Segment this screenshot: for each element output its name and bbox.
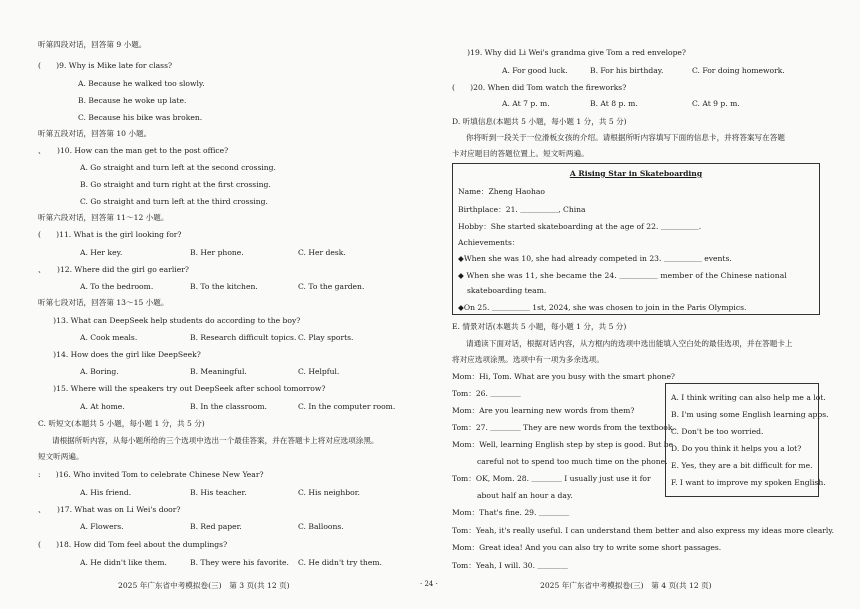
q20-option-a: A. At 7 p. m. [502, 99, 550, 108]
q20-option-c: C. At 9 p. m. [692, 99, 740, 108]
q15-option-b: B. In the classroom. [190, 402, 267, 411]
q19-option-c: C. For doing homework. [692, 66, 785, 75]
q10-option-a: A. Go straight and turn left at the second crossing. [80, 163, 276, 172]
section-intro-5: 听第五段对话，回答第 10 小题。 [38, 129, 152, 138]
q19-option-b: B. For his birthday. [590, 66, 664, 75]
dialog-line: careful not to spend too much time on the phone. [477, 457, 668, 466]
dialog-line: Tom：27. ＿＿＿＿ They are new words from the textbook. [452, 423, 675, 432]
dialog-line: Tom：26. ＿＿＿＿ [452, 389, 521, 398]
q17-option-a: A. Flowers. [80, 522, 124, 531]
question-18-stem: ( )18. How did Tom feel about the dumplings? [38, 540, 228, 549]
dialog-line: Mom：Hi, Tom. What are you busy with the smart phone? [452, 372, 676, 381]
question-11-stem: ( )11. What is the girl looking for? [38, 230, 182, 239]
dialog-line: Tom：Yeah, I will. 30. ＿＿＿＿ [452, 561, 568, 570]
q16-option-a: A. His friend. [80, 488, 132, 497]
q13-option-a: A. Cook meals. [80, 333, 138, 342]
question-13-stem: )13. What can DeepSeek help students do according to the boy? [38, 316, 301, 325]
question-10-stem: 、 )10. How can the man get to the post office? [38, 146, 229, 155]
q17-option-b: B. Red paper. [190, 522, 242, 531]
question-15-stem: )15. Where will the speakers try out DeepSeek after school tomorrow? [38, 384, 326, 393]
q12-option-a: A. To the bedroom. [80, 282, 154, 291]
section-d-instruction-2: 卡对应题目的答题位置上。短文听两遍。 [452, 149, 589, 158]
left-footer: 2025 年广东省中考模拟卷(三) 第 3 页(共 12 页) [118, 581, 290, 590]
section-c-instruction: 请根据所听内容，从每小题所给的三个选项中选出一个最佳答案，并在答题卡上将对应选项涂黑。 [52, 436, 379, 445]
dialog-line: Mom：Great idea! And you can also try to write some short passages. [452, 543, 722, 552]
q9-option-a: A. Because he walked too slowly. [78, 79, 205, 88]
q13-option-c: C. Play sports. [298, 333, 354, 342]
q11-option-a: A. Her key. [80, 248, 123, 257]
q17-option-c: C. Balloons. [298, 522, 344, 531]
dialog-line: Mom：Well, learning English step by step is good. But be [452, 440, 674, 449]
option-f: F. I want to improve my spoken English. [671, 478, 826, 487]
option-c: C. Don't be too worried. [671, 427, 764, 436]
question-9-stem: ( )9. Why is Mike late for class? [38, 61, 173, 70]
section-d-heading: D. 听填信息(本题共 5 小题，每小题 1 分，共 5 分) [452, 117, 627, 126]
section-intro-4: 听第四段对话，回答第 9 小题。 [38, 40, 147, 49]
info-card [452, 163, 820, 315]
q12-option-c: C. To the garden. [298, 282, 365, 291]
section-intro-6: 听第六段对话，回答第 11～12 小题。 [38, 213, 169, 222]
q14-option-b: B. Meaningful. [190, 367, 247, 376]
q18-option-b: B. They were his favorite. [190, 558, 289, 567]
q11-option-c: C. Her desk. [298, 248, 346, 257]
option-a: A. I think writing can also help me a lot. [671, 393, 826, 402]
q9-option-c: C. Because his bike was broken. [78, 113, 203, 122]
section-c-instruction-2: 短文听两遍。 [38, 452, 84, 461]
q19-option-a: A. For good luck. [502, 66, 568, 75]
info-card-achievement-3: ◆On 25. ＿＿＿＿＿ 1st, 2024, she was chosen to join in the Paris Olympics. [458, 303, 747, 312]
section-e-instruction: 请通读下面对话，根据对话内容，从方框内的选项中选出能填入空白处的最佳选项，并在答题卡上 [466, 339, 793, 348]
info-card-name: Name：Zheng Haohao [458, 187, 545, 196]
section-d-instruction: 你将听到一段关于一位滑板女孩的介绍。请根据所听内容填写下面的信息卡，并将答案写在答题 [466, 133, 785, 142]
question-14-stem: )14. How does the girl like DeepSeek? [38, 350, 201, 359]
right-footer: 2025 年广东省中考模拟卷(三) 第 4 页(共 12 页) [540, 581, 712, 590]
info-card-achievements: Achievements： [458, 238, 520, 247]
info-card-achievement-2b: skateboarding team. [467, 286, 547, 295]
info-card-hobby: Hobby：She started skateboarding at the age of 22. ＿＿＿＿＿. [458, 222, 702, 231]
info-card-achievement-1: ◆When she was 10, she had already competed in 23. ＿＿＿＿＿ events. [458, 254, 732, 263]
q10-option-b: B. Go straight and turn right at the first crossing. [80, 180, 271, 189]
q14-option-c: C. Helpful. [298, 367, 340, 376]
q12-option-b: B. To the kitchen. [190, 282, 258, 291]
dialog-line: Mom：That's fine. 29. ＿＿＿＿ [452, 508, 570, 517]
info-card-title: A Rising Star in Skateboarding [569, 169, 703, 178]
dialog-line: Tom：OK, Mom. 28. ＿＿＿＿ I usually just use it for [452, 474, 651, 483]
dialog-line: Mom：Are you learning new words from them? [452, 406, 635, 415]
q15-option-c: C. In the computer room. [298, 402, 396, 411]
question-17-stem: 、 )17. What was on Li Wei's door? [38, 505, 181, 514]
section-c-heading: C. 听短文(本题共 5 小题，每小题 1 分，共 5 分) [38, 419, 205, 428]
options-box [665, 383, 829, 497]
question-12-stem: 、 )12. Where did the girl go earlier? [38, 265, 189, 274]
info-card-birthplace: Birthplace：21. ＿＿＿＿＿, China [458, 205, 586, 214]
dialog-line: about half an hour a day. [477, 491, 573, 500]
q10-option-c: C. Go straight and turn left at the third crossing. [80, 197, 268, 206]
q20-option-b: B. At 8 p. m. [590, 99, 638, 108]
option-d: D. Do you think it helps you a lot? [671, 444, 802, 453]
section-intro-7: 听第七段对话，回答第 13～15 小题。 [38, 298, 169, 307]
q15-option-a: A. At home. [80, 402, 125, 411]
question-20-stem: ( )20. When did Tom watch the fireworks? [452, 83, 627, 92]
question-19-stem: )19. Why did Li Wei's grandma give Tom a red envelope? [452, 48, 686, 57]
page-number: · 24 · [420, 580, 438, 588]
option-b: B. I'm using some English learning apps. [671, 410, 829, 419]
section-e-instruction-2: 将对应选项涂黑。选项中有一项为多余选项。 [452, 355, 604, 364]
q9-option-b: B. Because he woke up late. [78, 96, 187, 105]
q14-option-a: A. Boring. [80, 367, 119, 376]
q16-option-b: B. His teacher. [190, 488, 247, 497]
section-e-heading: E. 情景对话(本题共 5 小题，每小题 1 分，共 5 分) [452, 322, 627, 331]
q18-option-c: C. He didn't try them. [298, 558, 382, 567]
info-card-achievement-2: ◆ When she was 11, she became the 24. ＿＿＿＿＿ member of the Chinese national [458, 271, 787, 280]
q16-option-c: C. His neighbor. [298, 488, 360, 497]
q18-option-a: A. He didn't like them. [80, 558, 167, 567]
dialog-line: Tom：Yeah, it's really useful. I can understand them better and also express my ideas more clearly. [452, 526, 835, 535]
q11-option-b: B. Her phone. [190, 248, 244, 257]
question-16-stem: : )16. Who invited Tom to celebrate Chinese New Year? [38, 470, 264, 479]
q13-option-b: B. Research difficult topics. [190, 333, 297, 342]
option-e: E. Yes, they are a bit difficult for me. [671, 461, 813, 470]
